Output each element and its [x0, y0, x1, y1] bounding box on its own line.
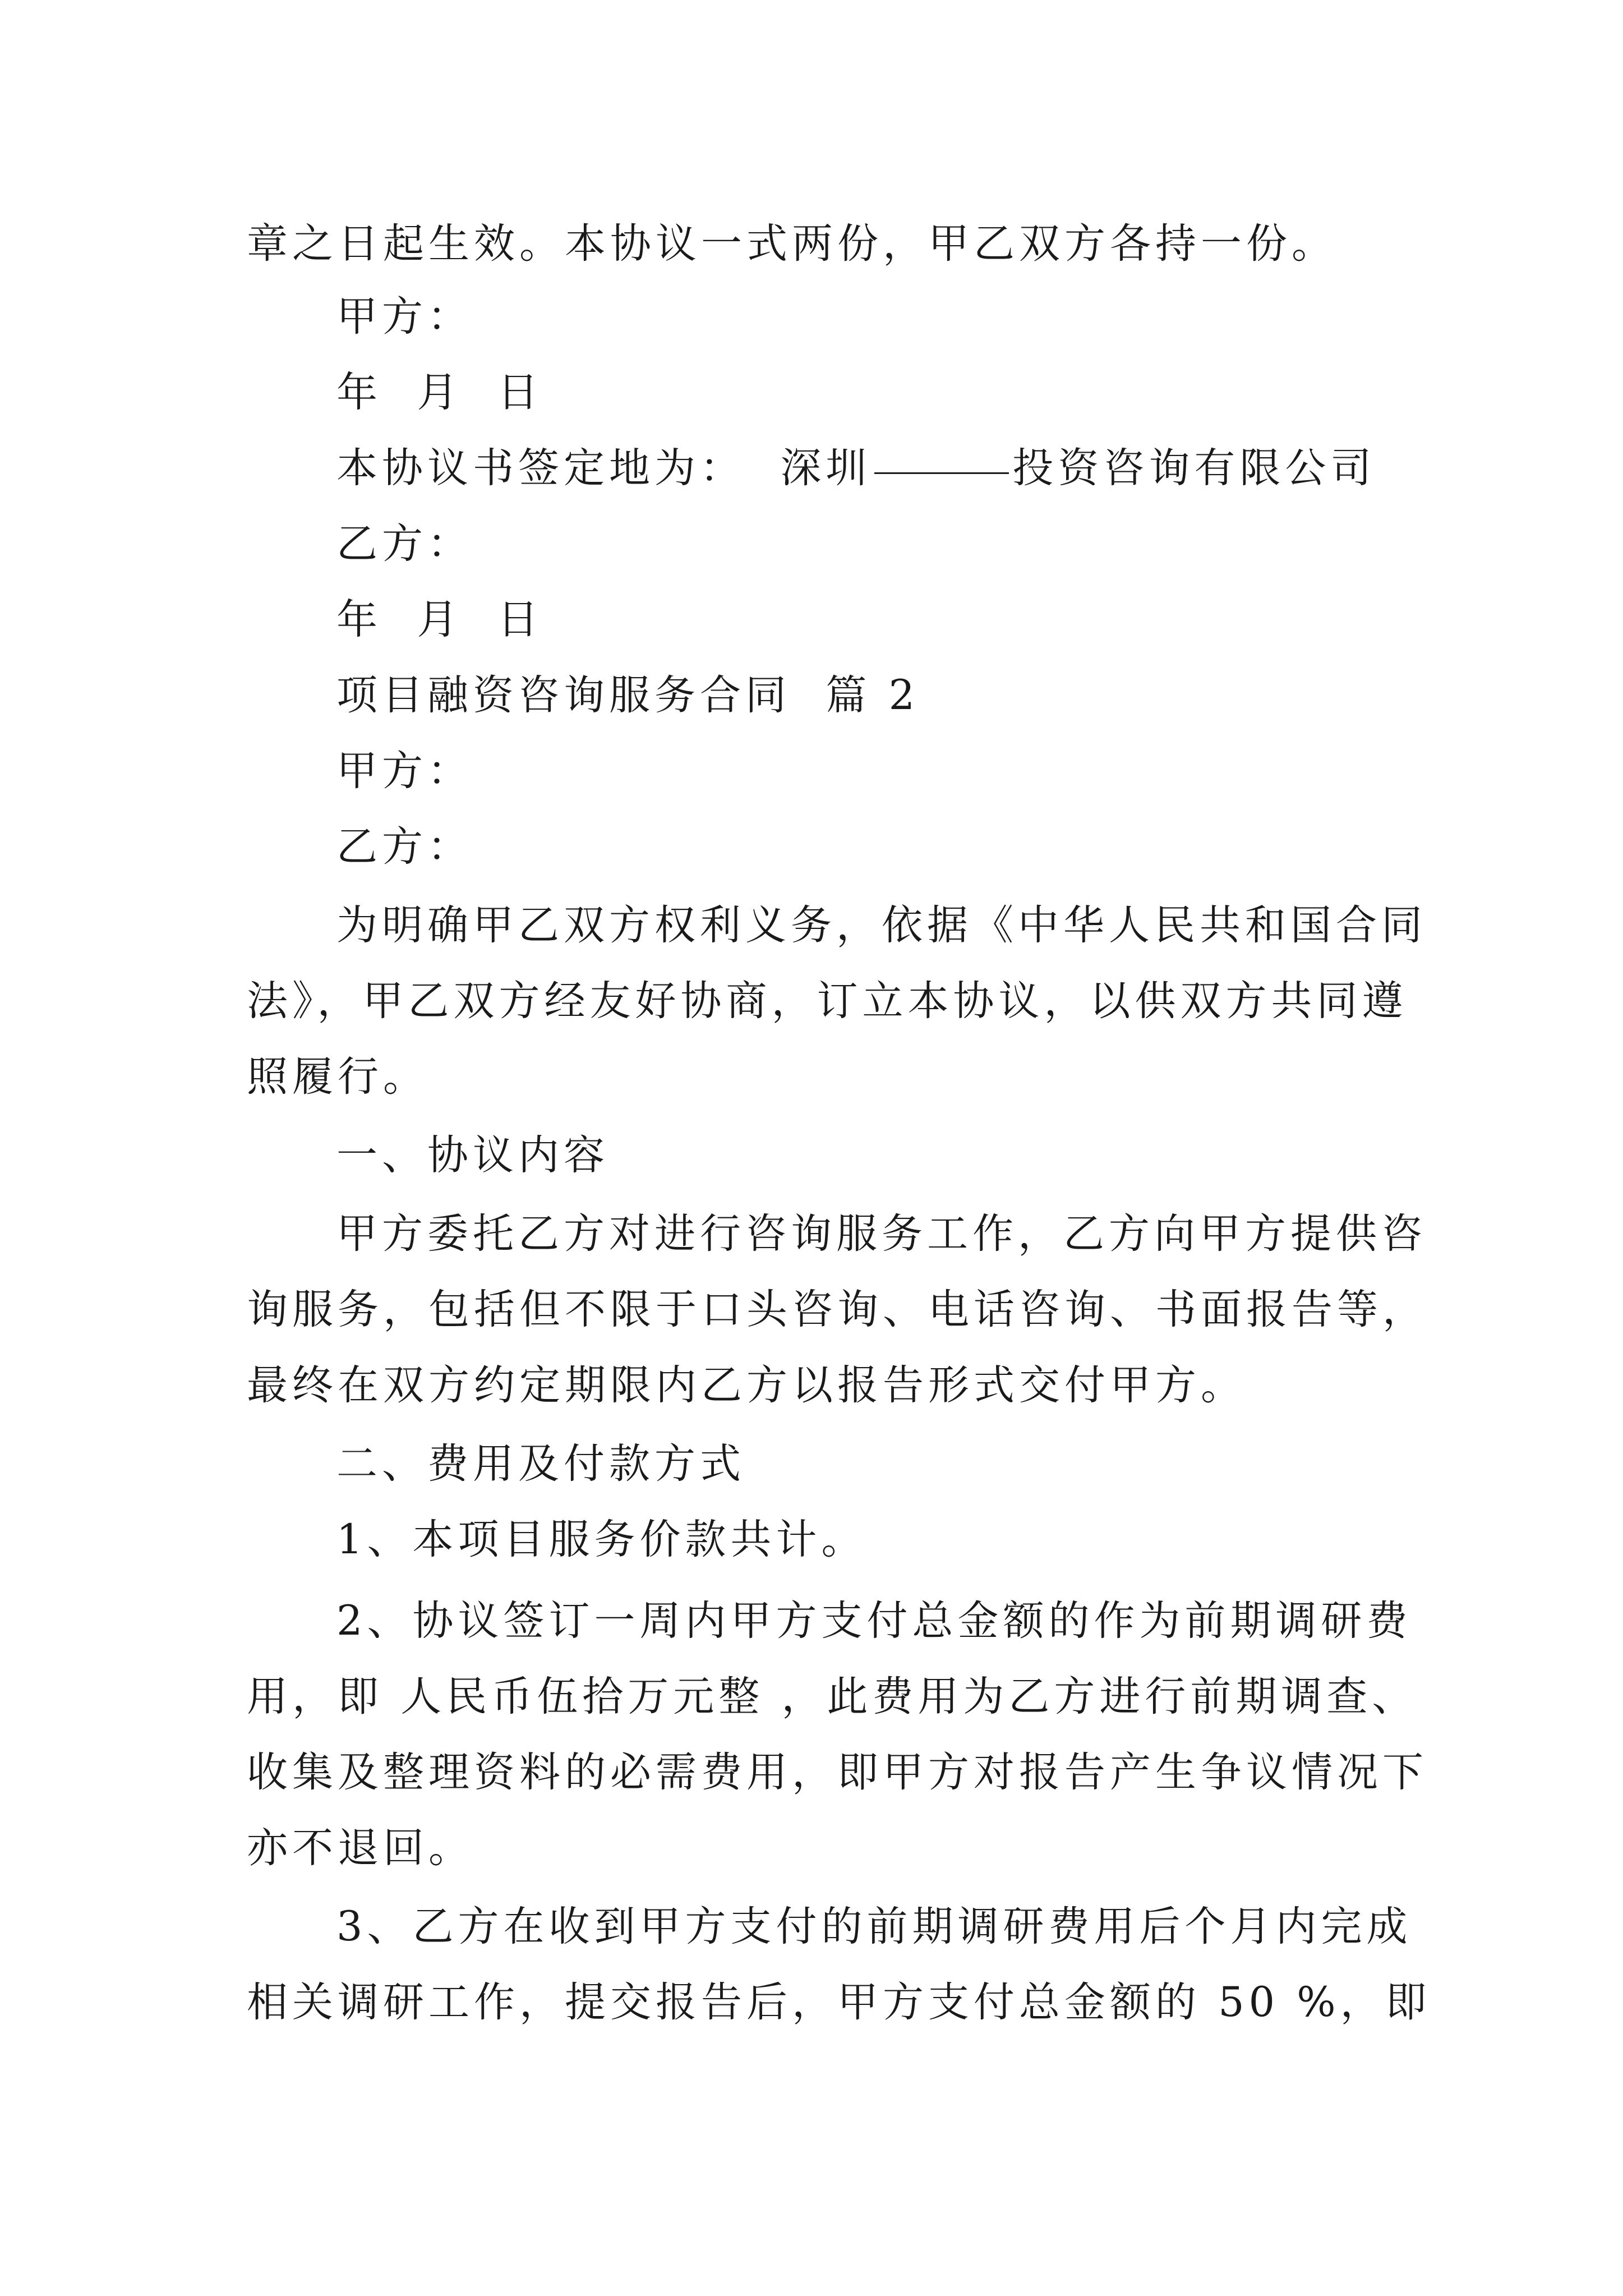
paragraph-line: 亦不退回。: [247, 1824, 474, 1872]
company-name: 投资咨询有限公司: [1012, 444, 1376, 492]
text-line: 章之日起生效。本协议一式两份，甲乙双方各持一份。: [247, 220, 1337, 268]
paragraph-line: 询服务，包括但不限于口头咨询、电话咨询、书面报告等，: [247, 1286, 1428, 1333]
paragraph-line: 为明确甲乙双方权利义务，依据《中华人民共和国合同: [336, 901, 1427, 949]
paragraph-line: 3、乙方在收到甲方支付的前期调研费用后个月内完成: [336, 1903, 1412, 1950]
party-a-label: 甲方：: [336, 293, 473, 341]
paragraph-line: 最终在双方约定期限内乙方以报告形式交付甲方。: [247, 1361, 1246, 1409]
paragraph-line: 用，即 人民币伍拾万元整 ，此费用为乙方进行前期调查、: [247, 1673, 1418, 1720]
paragraph-line: 照履行。: [247, 1053, 428, 1101]
date-line: 年 月 日: [336, 369, 543, 416]
signing-place-label: 本协议书签定地为： 深圳: [336, 444, 872, 492]
paragraph-line: 相关调研工作，提交报告后，甲方支付总金额的 50 %，即: [247, 1978, 1431, 2026]
section-title: 项目融资咨询服务合同 篇 2: [336, 671, 920, 719]
party-a-label: 甲方：: [336, 747, 473, 795]
fill-in-blank: [874, 470, 1009, 474]
paragraph-line: 法》，甲乙双方经友好协商，订立本协议，以供双方共同遵: [247, 977, 1408, 1025]
party-b-label: 乙方：: [336, 823, 473, 871]
signing-place-line: [336, 440, 1376, 496]
clause-heading: 一、协议内容: [336, 1131, 609, 1179]
paragraph-line: 1、本项目服务价款共计。: [336, 1516, 867, 1563]
paragraph-line: 2、协议签订一周内甲方支付总金额的作为前期调研费: [336, 1597, 1412, 1645]
clause-heading: 二、费用及付款方式: [336, 1440, 745, 1488]
date-line: 年 月 日: [336, 596, 543, 643]
paragraph-line: 收集及整理资料的必需费用，即甲方对报告产生争议情况下: [247, 1749, 1428, 1796]
paragraph-line: 甲方委托乙方对进行咨询服务工作，乙方向甲方提供咨: [336, 1210, 1427, 1258]
party-b-label: 乙方：: [336, 520, 473, 568]
